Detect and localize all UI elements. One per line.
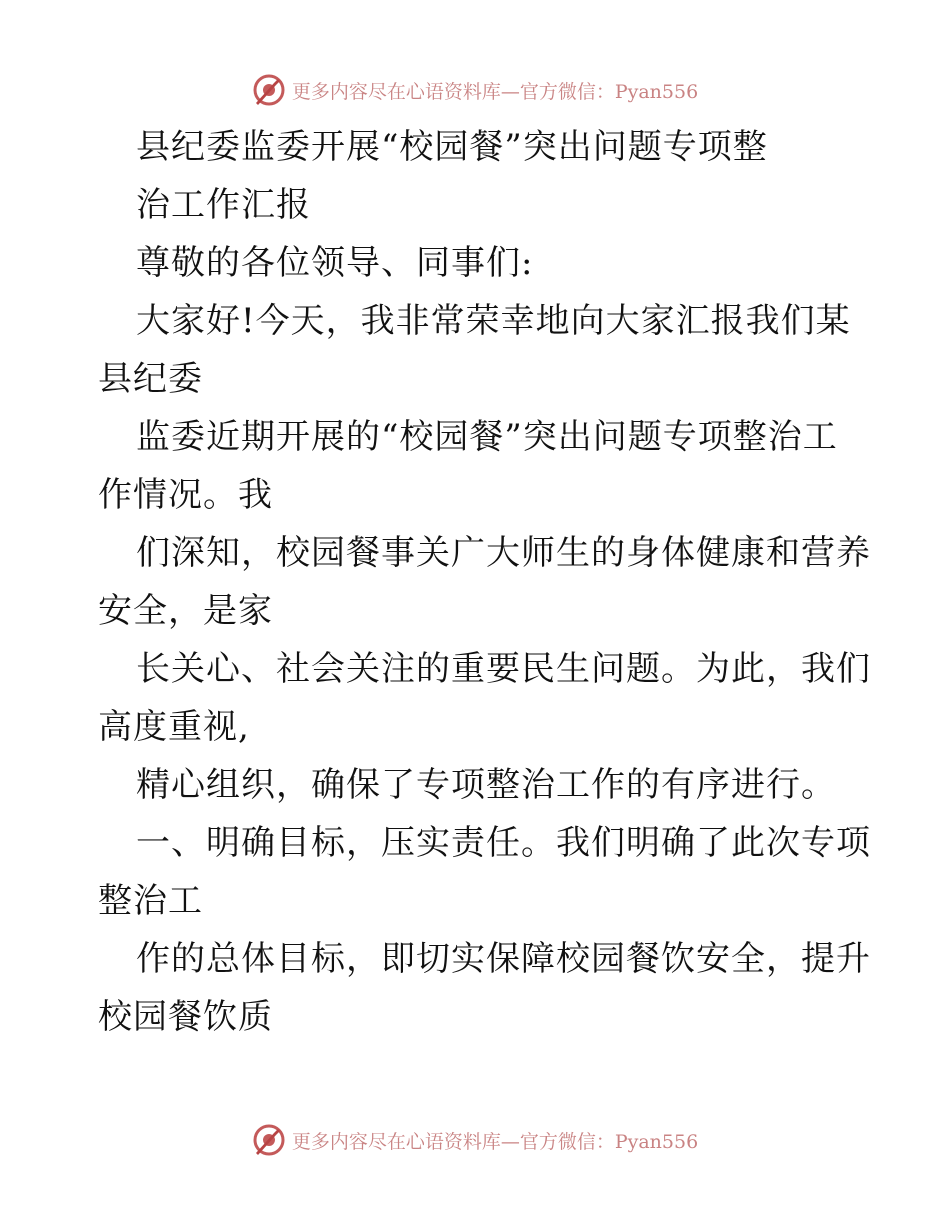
- text-line: 整治工: [98, 881, 203, 921]
- text-line: 校园餐饮质: [98, 997, 273, 1037]
- text-line: 县纪委监委开展“校园餐”突出问题专项整: [136, 127, 768, 167]
- text-line: 长关心、社会关注的重要民生问题。为此，我们: [136, 649, 871, 689]
- text-line: 大家好!今天，我非常荣幸地向大家汇报我们某: [136, 301, 851, 341]
- footer-watermark: [0, 1120, 950, 1160]
- text-line: 作的总体目标，即切实保障校园餐饮安全，提升: [136, 939, 871, 979]
- watermark-text: 更多内容尽在心语资料库—官方微信：Pyan556: [291, 80, 699, 103]
- text-line: 尊敬的各位领导、同事们:: [136, 243, 534, 283]
- text-line: 精心组织，确保了专项整治工作的有序进行。: [136, 765, 836, 805]
- text-line: 一、明确目标，压实责任。我们明确了此次专项: [136, 823, 871, 863]
- text-line: 作情况。我: [98, 475, 273, 515]
- text-line: 安全，是家: [98, 591, 273, 631]
- text-line: 们深知，校园餐事关广大师生的身体健康和营养: [136, 533, 871, 573]
- watermark-text: 更多内容尽在心语资料库—官方微信：Pyan556: [291, 1130, 699, 1153]
- pen-logo-icon: [252, 1123, 286, 1157]
- text-line: 监委近期开展的“校园餐”突出问题专项整治工: [136, 417, 838, 457]
- document-body: [98, 118, 871, 1046]
- pen-logo-icon: [252, 73, 286, 107]
- text-line: 县纪委: [98, 359, 203, 399]
- text-line: 高度重视,: [98, 707, 250, 747]
- header-watermark: [0, 70, 950, 110]
- text-line: 治工作汇报: [136, 185, 311, 225]
